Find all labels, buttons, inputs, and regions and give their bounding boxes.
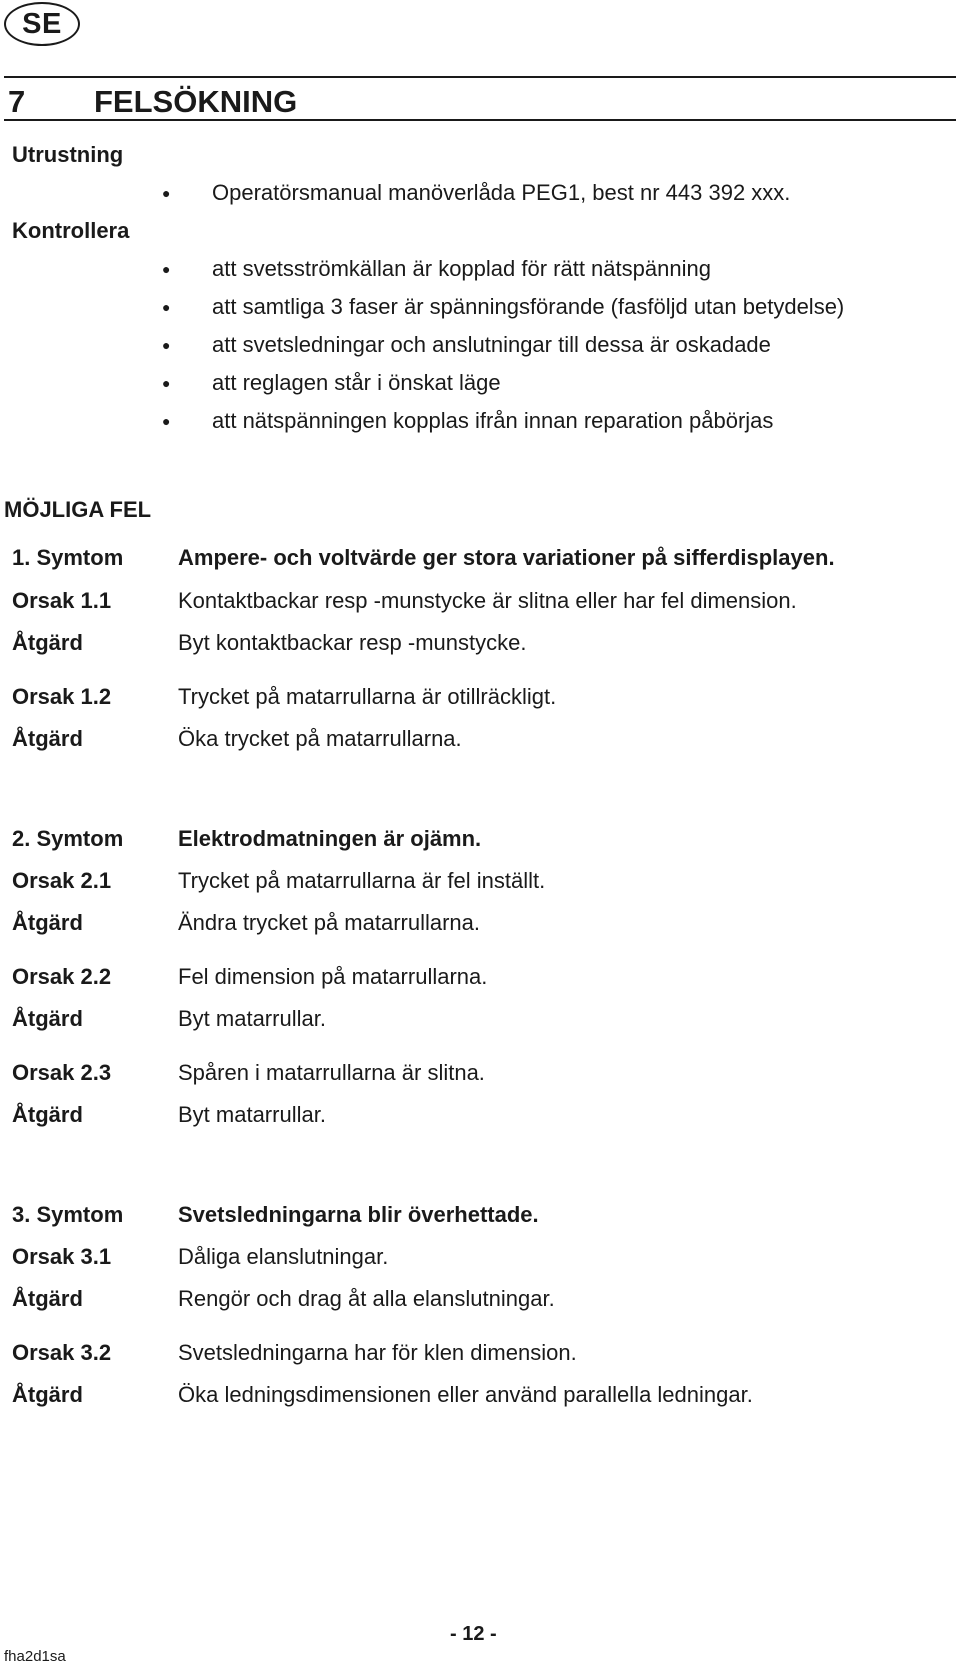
checks-label: Kontrollera — [12, 218, 130, 243]
symptom-label: 2. Symtom — [12, 826, 124, 851]
faults-heading: MÖJLIGA FEL — [4, 497, 152, 522]
equipment-label: Utrustning — [12, 142, 124, 167]
symptom-label: 3. Symtom — [12, 1202, 124, 1227]
action-text: Rengör och drag åt alla elanslutningar. — [178, 1286, 555, 1311]
bullet-icon: ● — [162, 413, 171, 429]
cause-label: Orsak 2.1 — [12, 868, 112, 893]
check-item: att svetsströmkällan är kopplad för rätt nätspänning — [212, 256, 711, 281]
symptom-label: 1. Symtom — [12, 545, 124, 570]
bullet-icon: ● — [162, 299, 171, 315]
check-item: att samtliga 3 faser är spänningsförande (fasföljd utan betydelse) — [212, 294, 845, 319]
language-badge: SE — [4, 2, 80, 46]
action-label: Åtgärd — [12, 1382, 83, 1407]
action-text: Byt matarrullar. — [178, 1102, 326, 1127]
cause-label: Orsak 2.3 — [12, 1060, 112, 1085]
top-rule — [4, 76, 956, 78]
check-item: att nätspänningen kopplas ifrån innan reparation påbörjas — [212, 408, 774, 433]
action-text: Öka ledningsdimensionen eller använd parallella ledningar. — [178, 1382, 753, 1407]
cause-label: Orsak 3.2 — [12, 1340, 112, 1365]
cause-text: Dåliga elanslutningar. — [178, 1244, 389, 1269]
action-text: Byt kontaktbackar resp -munstycke. — [178, 630, 527, 655]
page-number: - 12 - — [450, 1623, 497, 1645]
cause-label: Orsak 1.2 — [12, 684, 112, 709]
action-label: Åtgärd — [12, 1006, 83, 1031]
cause-label: Orsak 1.1 — [12, 588, 112, 613]
check-item: att reglagen står i önskat läge — [212, 370, 501, 395]
cause-text: Trycket på matarrullarna är otillräckligt. — [178, 684, 557, 709]
cause-label: Orsak 2.2 — [12, 964, 112, 989]
bullet-icon: ● — [162, 185, 171, 201]
cause-text: Spåren i matarrullarna är slitna. — [178, 1060, 485, 1085]
action-label: Åtgärd — [12, 630, 83, 655]
action-text: Öka trycket på matarrullarna. — [178, 726, 462, 751]
document-code: fha2d1sa — [4, 1648, 66, 1665]
bullet-icon: ● — [162, 337, 171, 353]
action-label: Åtgärd — [12, 726, 83, 751]
symptom-text: Ampere- och voltvärde ger stora variationer på sifferdisplayen. — [178, 545, 835, 570]
symptom-text: Elektrodmatningen är ojämn. — [178, 826, 482, 851]
chapter-number: 7 — [8, 84, 26, 119]
cause-text: Svetsledningarna har för klen dimension. — [178, 1340, 577, 1365]
equipment-item: Operatörsmanual manöverlåda PEG1, best nr 443 392 xxx. — [212, 180, 791, 205]
action-label: Åtgärd — [12, 1286, 83, 1311]
cause-text: Kontaktbackar resp -munstycke är slitna eller har fel dimension. — [178, 588, 797, 613]
bullet-icon: ● — [162, 375, 171, 391]
action-text: Byt matarrullar. — [178, 1006, 326, 1031]
check-item: att svetsledningar och anslutningar till dessa är oskadade — [212, 332, 771, 357]
cause-text: Trycket på matarrullarna är fel inställt. — [178, 868, 546, 893]
title-underline — [4, 119, 956, 121]
action-text: Ändra trycket på matarrullarna. — [178, 910, 481, 935]
symptom-text: Svetsledningarna blir överhettade. — [178, 1202, 539, 1227]
bullet-icon: ● — [162, 261, 171, 277]
cause-label: Orsak 3.1 — [12, 1244, 112, 1269]
chapter-title: FELSÖKNING — [94, 84, 298, 119]
action-label: Åtgärd — [12, 910, 83, 935]
cause-text: Fel dimension på matarrullarna. — [178, 964, 488, 989]
action-label: Åtgärd — [12, 1102, 83, 1127]
